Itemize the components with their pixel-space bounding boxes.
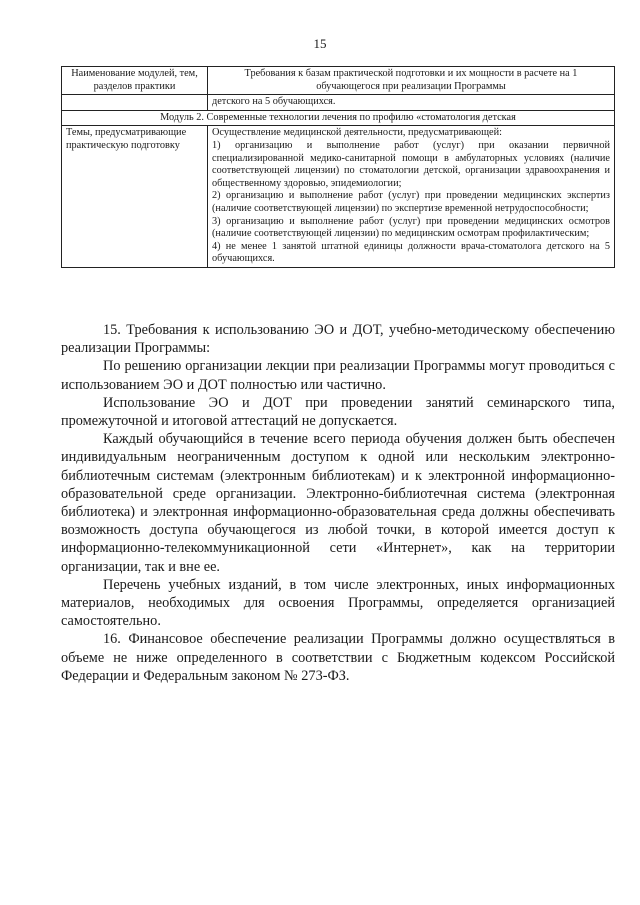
paragraph: Использование ЭО и ДОТ при проведении занятий семинарского типа, промежуточной и итоговой аттестаций не допускается.: [61, 394, 615, 430]
requirement-item: 1) организацию и выполнение работ (услуг) при оказании первичной специализированной медико-санитарной помощи в амбулаторных условиях (наличие соответствующей лицензии) по стоматологии детской, организации здравоохранения и общественному здоровью, эпидемиологии;: [212, 139, 610, 189]
requirement-item: 2) организацию и выполнение работ (услуг) при проведении медицинских экспертиз (наличие соответствующей лицензии) по экспертизе временной нетрудоспособности;: [212, 190, 610, 214]
topic-cell: Темы, предусматривающие практическую подготовку: [62, 126, 208, 268]
requirement-item: 3) организацию и выполнение работ (услуг) при проведении медицинских осмотров (наличие соответствующей лицензии) по медицинским осмотрам профилактическим;: [212, 215, 610, 240]
table-header-row: [62, 67, 615, 95]
paragraph: 15. Требования к использованию ЭО и ДОТ, учебно-методическому обеспечению реализации Программы:: [61, 322, 615, 357]
paragraph: Перечень учебных изданий, в том числе электронных, иных информационных материалов, необходимых для освоения Программы, определяется организацией самостоятельно.: [61, 576, 615, 630]
topic-row: [62, 126, 615, 268]
requirements-intro: Осуществление медицинской деятельности, предусматривающей:: [212, 127, 502, 139]
header-requirements: Требования к базам практической подготовки и их мощности в расчете на 1 обучающегося при реализации Программы: [208, 67, 615, 95]
continuation-empty-cell: [62, 95, 208, 111]
page-number: 15: [313, 36, 327, 51]
paragraph: По решению организации лекции при реализации Программы могут проводиться с использованием ЭО и ДОТ полностью или частично.: [61, 358, 615, 393]
practice-requirements-table: [61, 66, 615, 268]
continuation-row: [62, 95, 615, 111]
paragraph: Каждый обучающийся в течение всего периода обучения должен быть обеспечен индивидуальным неограниченным доступом к одной или нескольким электронно-библиотечным системам (электронным библиотекам) и к электронной информационно-образовательной среде организации. Электронно-библиотечная система (электронная библиотека) и электронная информационно-образовательная среда должны обеспечивать возможность доступа обучающегося из любой точки, в которой имеется доступ к информационно-телекоммуникационной сети «Интернет», как на территории организации, так и вне ее.: [61, 431, 615, 575]
paragraph: 16. Финансовое обеспечение реализации Программы должно осуществляться в объеме не ниже определенного в соответствии с Бюджетным кодексом Российской Федерации и Федеральным законом № 273-ФЗ.: [61, 631, 615, 684]
continuation-cell: детского на 5 обучающихся.: [208, 95, 615, 111]
requirements-cell: [208, 126, 615, 268]
requirement-item: 4) не менее 1 занятой штатной единицы должности врача-стоматолога детского на 5 обучающихся.: [212, 240, 610, 265]
header-modules: Наименование модулей, тем, разделов практики: [62, 67, 208, 95]
module-row: [62, 110, 615, 126]
body-text: [61, 321, 615, 685]
module-title: Модуль 2. Современные технологии лечения по профилю «стоматология детская: [62, 110, 615, 126]
